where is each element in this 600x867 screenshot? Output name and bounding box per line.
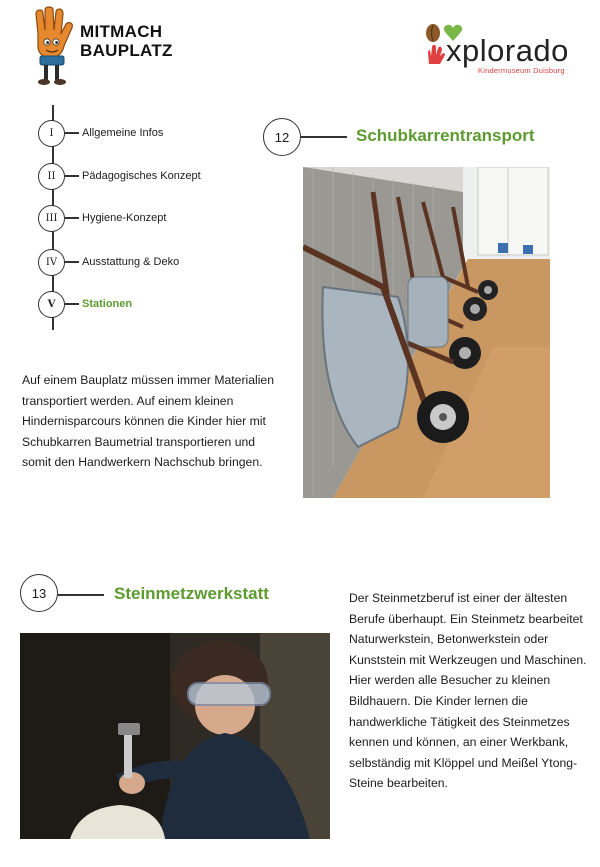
nav-connector xyxy=(65,175,79,177)
explorado-wordmark: xplorado xyxy=(446,33,569,68)
nav-label: Allgemeine Infos xyxy=(82,127,164,139)
nav-label: Hygiene-Konzept xyxy=(82,212,167,224)
nav-label: Pädagogisches Konzept xyxy=(82,170,201,182)
nav-connector xyxy=(65,261,79,263)
nav-connector xyxy=(65,303,79,305)
nav-label: Ausstattung & Deko xyxy=(82,256,180,268)
station-13-text: Der Steinmetzberuf ist einer der ältesten Berufe überhaupt. Ein Steinmetz bearbeitet Naturwerkstein, Betonwerkstein oder Kunststein mit Werkzeugen und Maschinen. Hier werden alle Besucher zu kleinen Bildhauern. Die Kinder lernen die handwerkliche Tätigkeit des Steinmetzes kennen und können, an einer Werkbank, selbständig mit Klöppel und Meißel Ytong- Steine bearbeiten. xyxy=(349,591,587,791)
nav-item-paedagogisches-konzept[interactable] xyxy=(38,161,201,191)
nav-connector xyxy=(65,217,79,219)
nav-item-stationen[interactable] xyxy=(38,289,132,319)
nav-numeral: V xyxy=(38,291,65,318)
station-12-text: Auf einem Bauplatz müssen immer Materialien transportiert werden. Auf einem kleinen Hindernisparcours können die Kinder hier mit Schubkarren Baumetrial transportieren und somit den Handwerkern Nachschub bringen. xyxy=(22,373,274,470)
explorado-subtitle: Kindermuseum Duisburg xyxy=(478,66,565,75)
station-12-description xyxy=(22,370,282,473)
station-12-number: 12 xyxy=(263,118,301,156)
glove-mascot-icon xyxy=(28,6,76,88)
nav-numeral: III xyxy=(38,205,65,232)
station-13-title: Steinmetzwerkstatt xyxy=(114,584,269,603)
station-12-connector xyxy=(301,136,347,138)
nav-item-hygiene-konzept[interactable] xyxy=(38,203,166,233)
stonemason-photo xyxy=(20,633,330,839)
nav-label: Stationen xyxy=(82,298,133,310)
nav-item-ausstattung-deko[interactable] xyxy=(38,247,179,277)
wheelbarrow-photo xyxy=(303,167,550,498)
nav-numeral: II xyxy=(38,163,65,190)
logo-line-1: MITMACH xyxy=(80,22,163,41)
logo-line-2: BAUPLATZ xyxy=(80,41,173,60)
mitmach-bauplatz-logo-text xyxy=(80,22,173,60)
station-12-title: Schubkarrentransport xyxy=(356,126,535,145)
nav-numeral: IV xyxy=(38,249,65,276)
station-13-number: 13 xyxy=(20,574,58,612)
station-13-connector xyxy=(58,594,104,596)
nav-connector xyxy=(65,132,79,134)
explorado-hand-icon xyxy=(426,44,446,66)
nav-item-allgemeine-infos[interactable] xyxy=(38,118,163,148)
station-13-description xyxy=(349,588,593,794)
nav-numeral: I xyxy=(38,120,65,147)
